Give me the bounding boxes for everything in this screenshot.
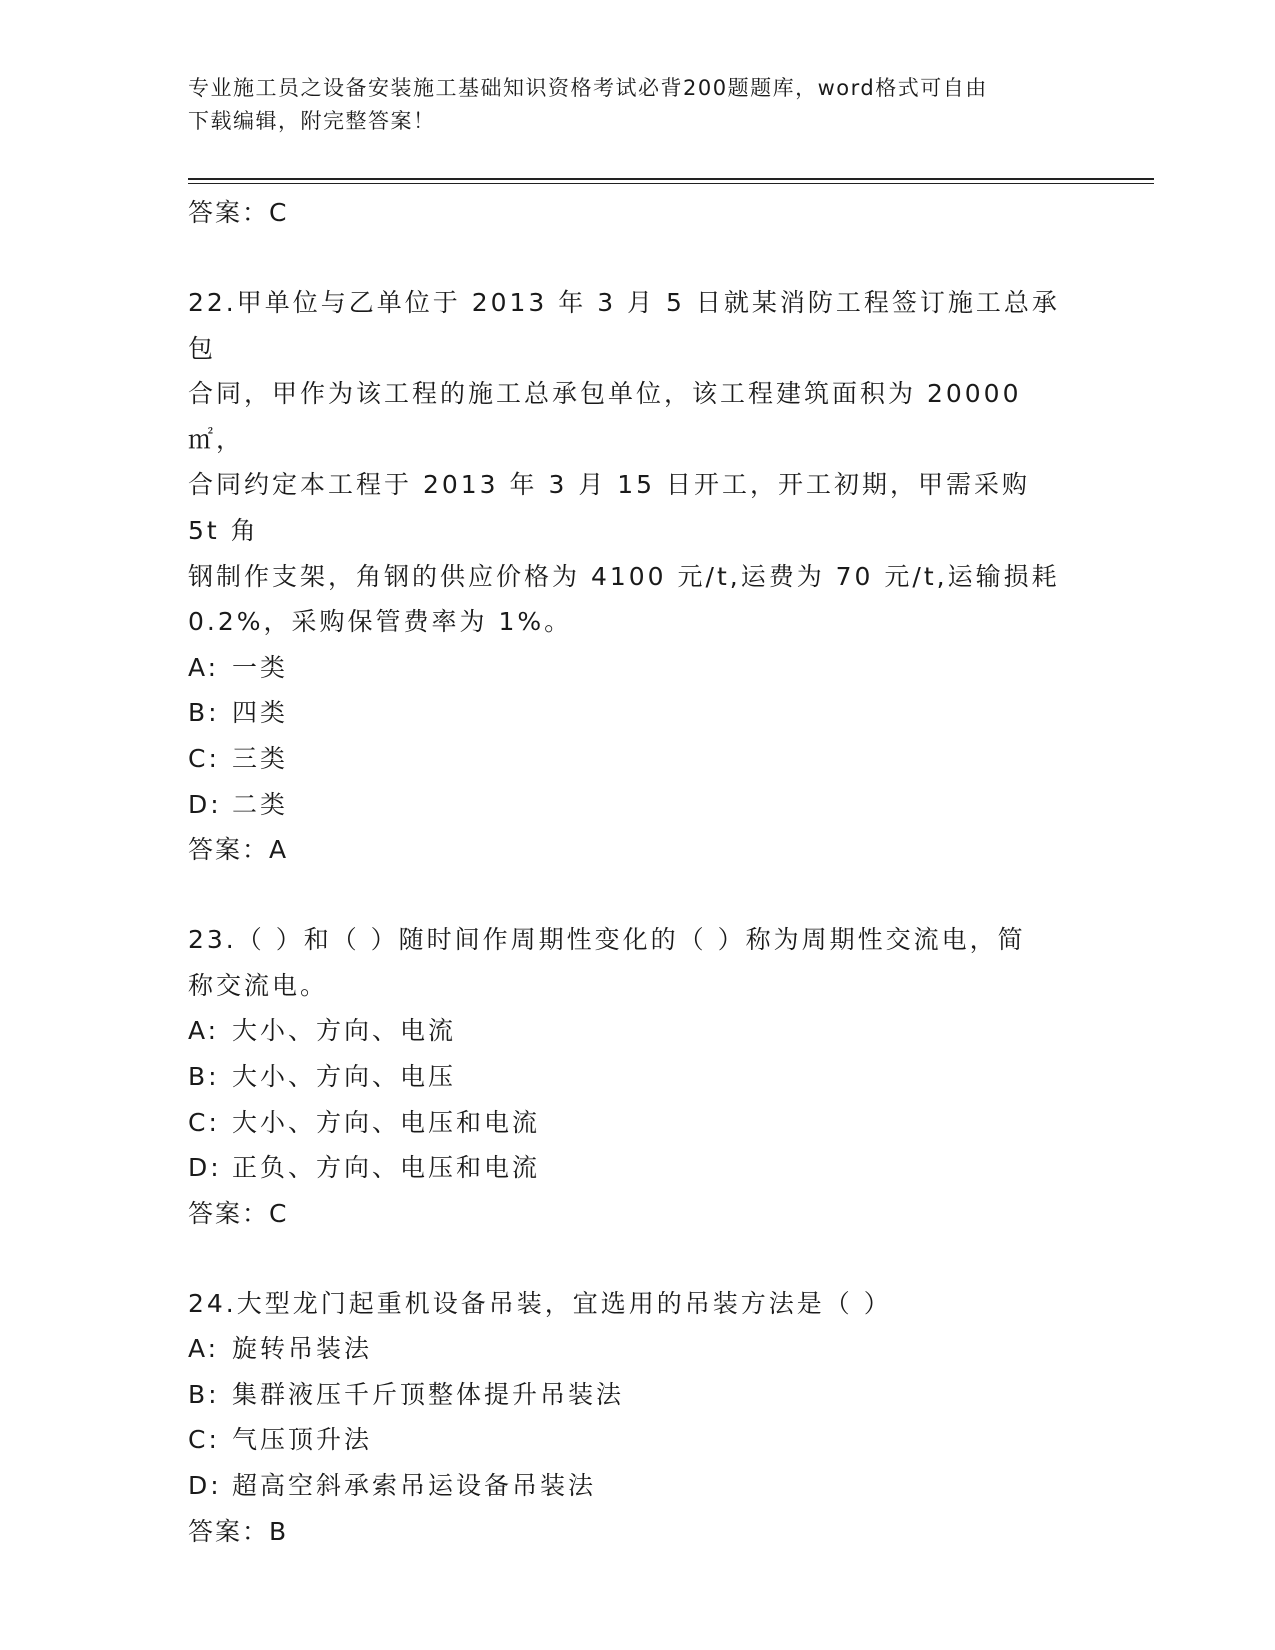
question-22 [188,280,1068,872]
option-letter: B: [188,698,220,728]
question-list [188,190,1068,1554]
option-text: 集群液压千斤顶整体提升吊装法 [232,1379,625,1409]
option-text: 气压顶升法 [232,1425,373,1455]
option-b [188,1054,1068,1100]
option-text: 大小、方向、电压和电流 [232,1107,541,1137]
option-d [188,782,1068,828]
answer: 答案：C [188,1198,289,1228]
option-a [188,645,1068,691]
option-text: 三类 [232,743,289,773]
answer: 答案：A [188,835,289,865]
option-letter: D: [188,1471,222,1501]
option-letter: C: [188,743,220,773]
option-a [188,1326,1068,1372]
option-letter: A: [188,1334,220,1364]
question-stem-line: 合同约定本工程于 2013 年 3 月 15 日开工，开工初期，甲需采购 5t 角 [188,470,1031,545]
option-letter: A: [188,1016,220,1046]
question-stem-line: 称交流电。 [188,970,329,1000]
header-line-1: 专业施工员之设备安装施工基础知识资格考试必背200题题库，word格式可自由 [188,76,988,100]
option-letter: B: [188,1379,220,1409]
option-letter: A: [188,652,220,682]
option-b [188,1372,1068,1418]
option-a [188,1008,1068,1054]
question-stem-line: 0.2%，采购保管费率为 1%。 [188,607,573,637]
question-stem-line: 24.大型龙门起重机设备吊装，宜选用的吊装方法是（ ） [188,1288,892,1318]
question-24 [188,1281,1068,1554]
question-stem-line: 钢制作支架，角钢的供应价格为 4100 元/t,运费为 70 元/t,运输损耗 [188,561,1060,591]
option-b [188,690,1068,736]
previous-answer: 答案：C [188,198,289,227]
option-letter: D: [188,1153,222,1183]
header-divider-thick [188,178,1154,180]
option-c [188,736,1068,782]
option-d [188,1145,1068,1191]
question-stem-line: 合同，甲作为该工程的施工总承包单位，该工程建筑面积为 20000㎡， [188,379,1022,454]
question-stem-line: 22.甲单位与乙单位于 2013 年 3 月 5 日就某消防工程签订施工总承包 [188,288,1060,363]
option-letter: C: [188,1425,220,1455]
option-text: 超高空斜承索吊运设备吊装法 [232,1471,597,1501]
answer: 答案：B [188,1516,289,1546]
document-header [188,72,1088,138]
option-text: 二类 [232,789,289,819]
question-stem-line: 23.（ ）和（ ）随时间作周期性变化的（ ）称为周期性交流电，简 [188,925,1026,955]
option-text: 正负、方向、电压和电流 [232,1153,541,1183]
option-text: 一类 [232,652,289,682]
option-text: 大小、方向、电压 [232,1061,457,1091]
header-line-2: 下载编辑，附完整答案！ [188,109,436,133]
option-text: 四类 [232,698,289,728]
option-c [188,1417,1068,1463]
question-23 [188,917,1068,1236]
option-letter: D: [188,789,222,819]
option-letter: C: [188,1107,220,1137]
option-text: 大小、方向、电流 [232,1016,457,1046]
option-d [188,1463,1068,1509]
option-letter: B: [188,1061,220,1091]
header-divider-thin [188,183,1154,184]
option-c [188,1100,1068,1146]
option-text: 旋转吊装法 [232,1334,373,1364]
